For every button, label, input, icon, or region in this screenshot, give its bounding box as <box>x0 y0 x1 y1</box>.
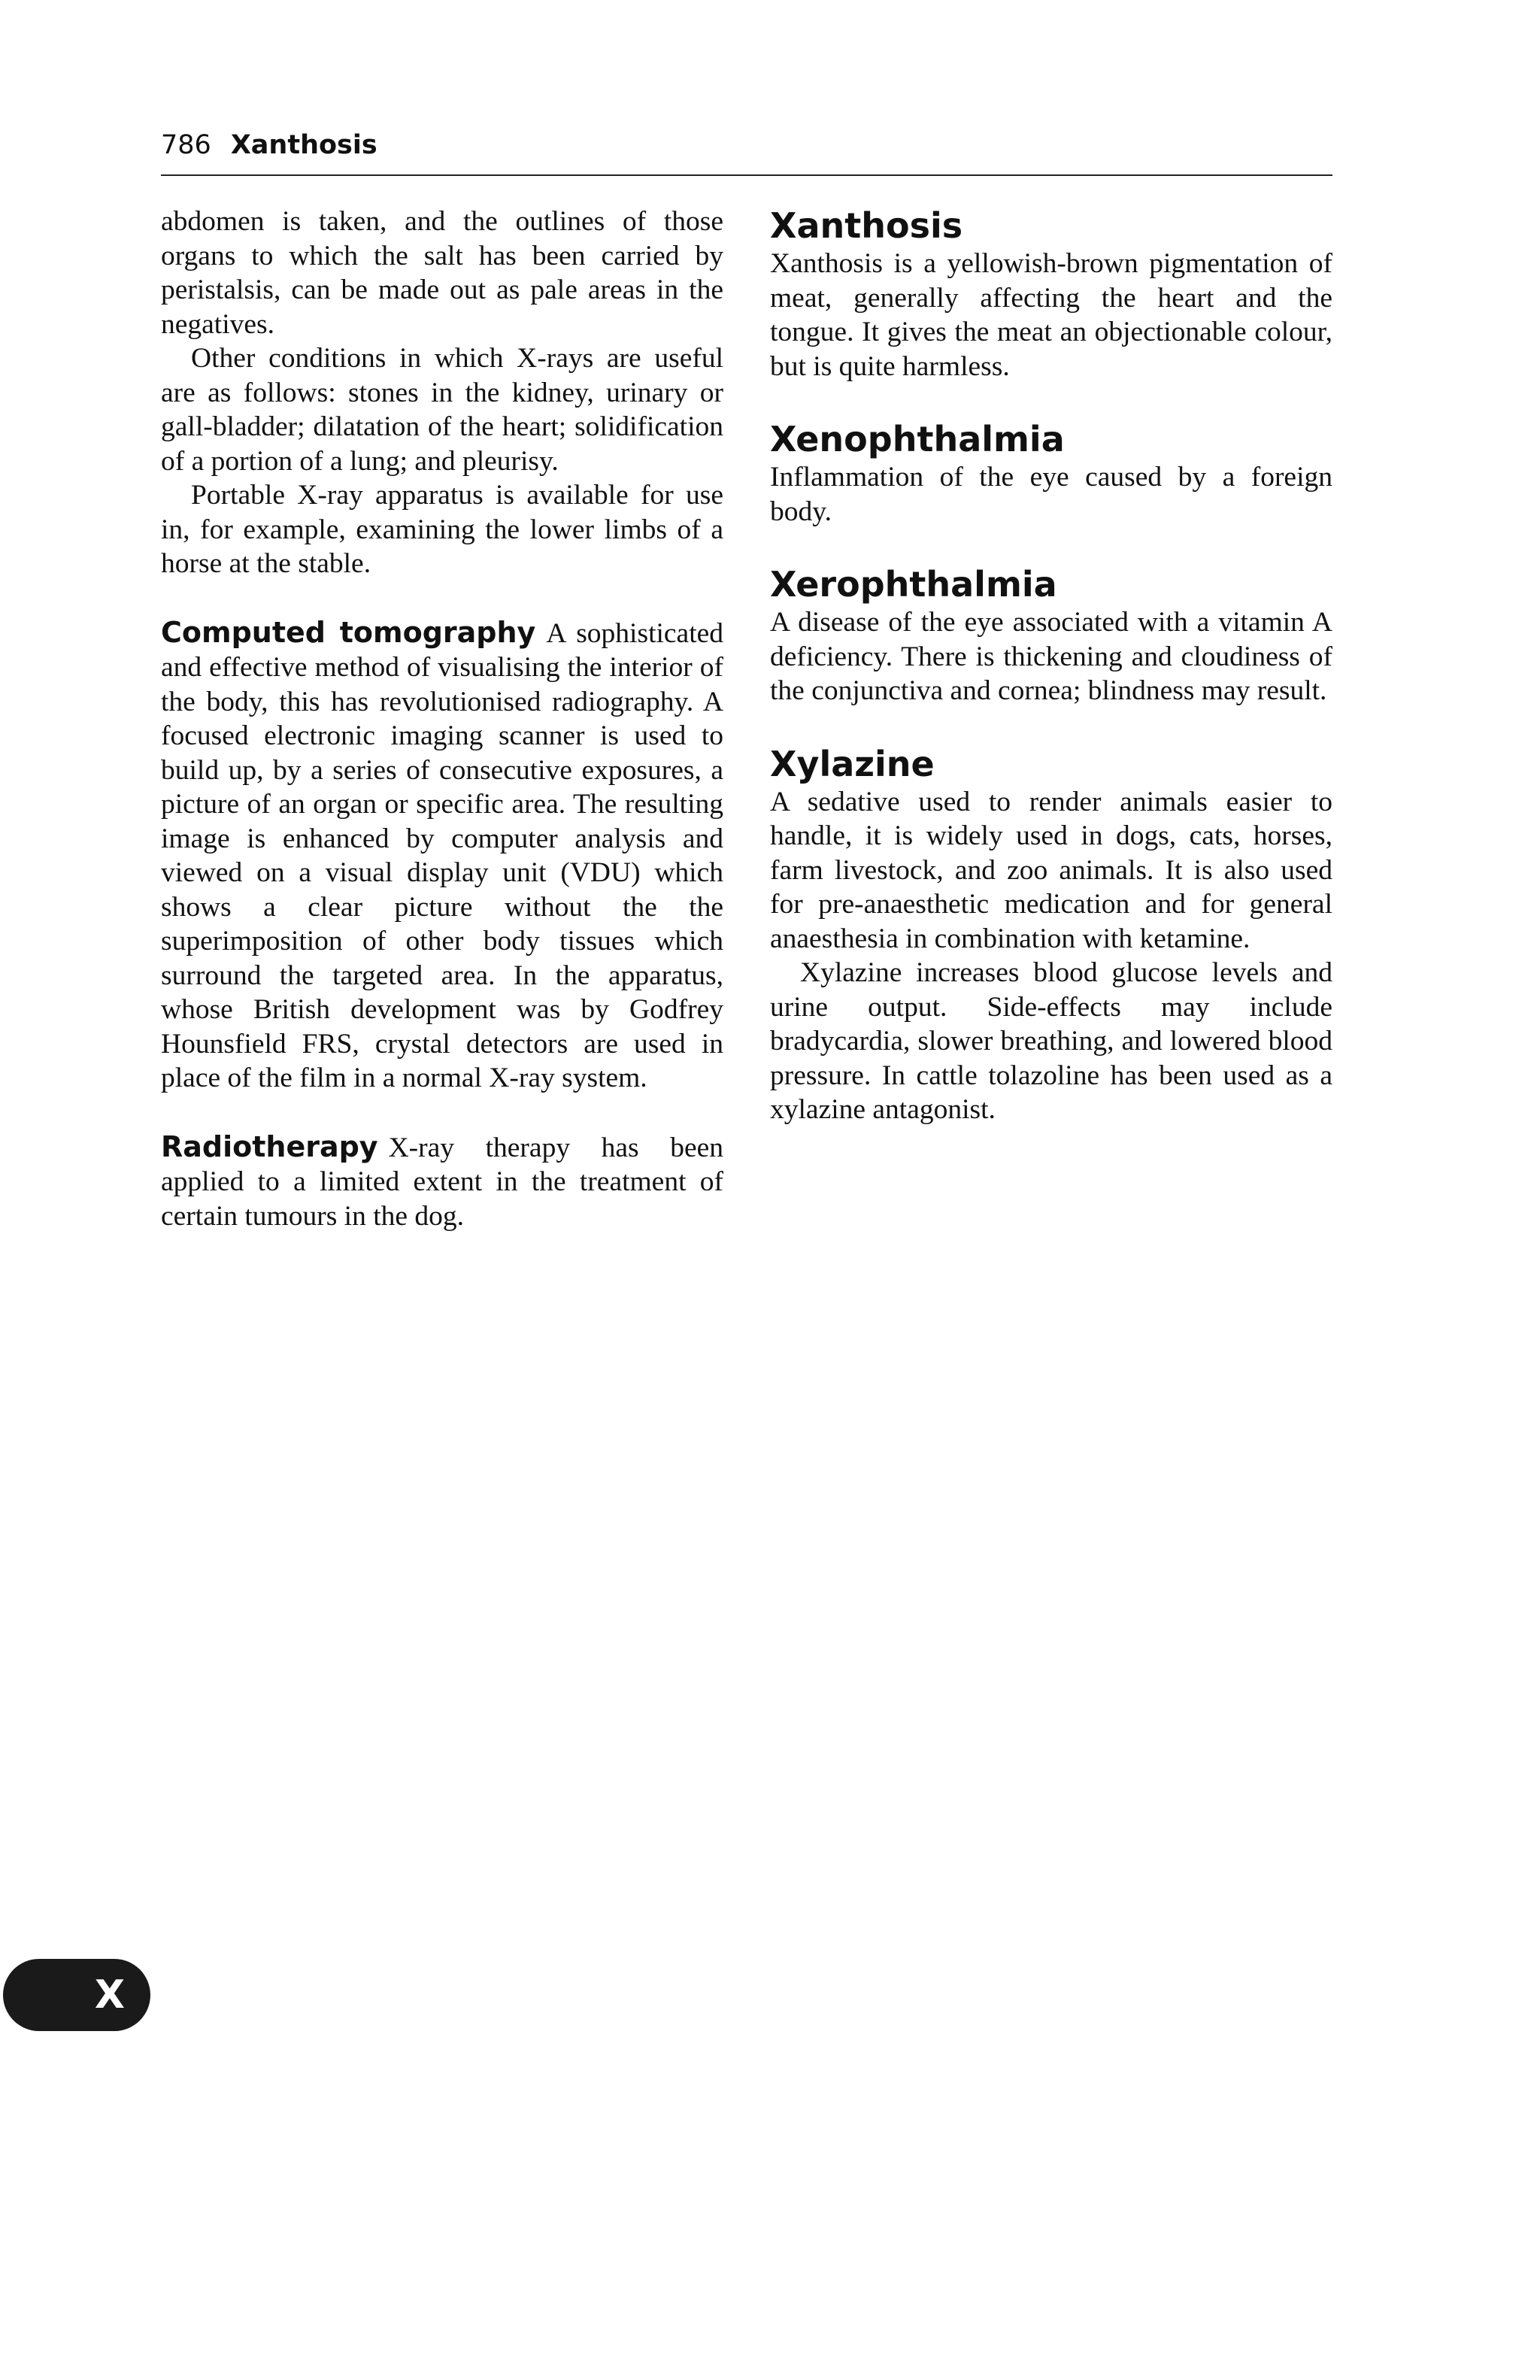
entry-text-xylazine-1: A sedative used to render animals easier to handle, it is widely used in dogs, cats, horses, farm livestock, and zoo animals. It is also used for pre-anaesthetic medication and for general anaesthesia in combination with ketamine. <box>770 786 1332 954</box>
entry-title-xanthosis: Xanthosis <box>770 205 963 246</box>
entry-text-xerophthalmia: A disease of the eye associated with a vitamin A deficiency. There is thickening and cloudiness of the conjunctiva and cornea; blindness may result. <box>770 607 1332 706</box>
page-number: 786 <box>161 130 211 160</box>
entry-title-xenophthalmia: Xenophthalmia <box>770 419 1065 459</box>
entry-text-xylazine-2: Xylazine increases blood glucose levels and urine output. Side-effects may include bradycardia, slower breathing, and lowered blood pressure. In cattle tolazoline has been used as a xylazine antagonist. <box>770 957 1332 1125</box>
right-column <box>770 205 1332 1162</box>
radiotherapy-text: X-ray therapy has been applied to a limited extent in the treatment of certain tumours in the dog. <box>161 1132 723 1232</box>
entry-xenophthalmia <box>770 418 1332 529</box>
running-header <box>161 126 1332 176</box>
computed-tomography-text: A sophisticated and effective method of visualising the interior of the body, this has revolutionised radiography. A focused electronic imaging scanner is used to build up, by a series of consecutive exposures, a picture of an organ or specific area. The resulting image is enhanced by computer analysis and viewed on a visual display unit (VDU) which shows a clear picture without the the superimposition of other body tissues which surround the targeted area. In the apparatus, whose British development was by Godfrey Hounsfield FRS, crystal detectors are used in place of the film in a normal X-ray system. <box>161 617 724 1093</box>
thumb-index-tab: X <box>3 1959 150 2031</box>
entry-text-xanthosis: Xanthosis is a yellowish-brown pigmentation of meat, generally affecting the heart and the tongue. It gives the meat an objectionable colour, but is quite harmless. <box>770 248 1332 382</box>
entry-xerophthalmia <box>770 563 1332 708</box>
left-column <box>161 205 723 1233</box>
paragraph-portable-xray: Portable X-ray apparatus is available for use in, for example, examining the lower limbs of a horse at the stable. <box>161 480 723 579</box>
entry-text-xenophthalmia: Inflammation of the eye caused by a foreign body. <box>770 462 1332 527</box>
section-radiotherapy <box>161 1130 723 1234</box>
section-computed-tomography <box>161 616 723 1096</box>
entry-xylazine <box>770 743 1332 1127</box>
computed-tomography-heading: Computed tomography <box>161 615 536 649</box>
entry-xanthosis <box>770 205 1332 384</box>
paragraph-other-conditions: Other conditions in which X-rays are useful are as follows: stones in the kidney, urinary or gall-bladder; dilatation of the heart; solidification of a portion of a lung; and pleurisy. <box>161 343 723 477</box>
continued-paragraph: abdomen is taken, and the outlines of those organs to which the salt has been carried by peristalsis, can be made out as pale areas in the negatives. <box>161 206 723 340</box>
entry-title-xylazine: Xylazine <box>770 743 935 784</box>
entry-title-xerophthalmia: Xerophthalmia <box>770 564 1057 605</box>
radiotherapy-heading: Radiotherapy <box>161 1129 378 1163</box>
running-title: Xanthosis <box>230 130 377 160</box>
